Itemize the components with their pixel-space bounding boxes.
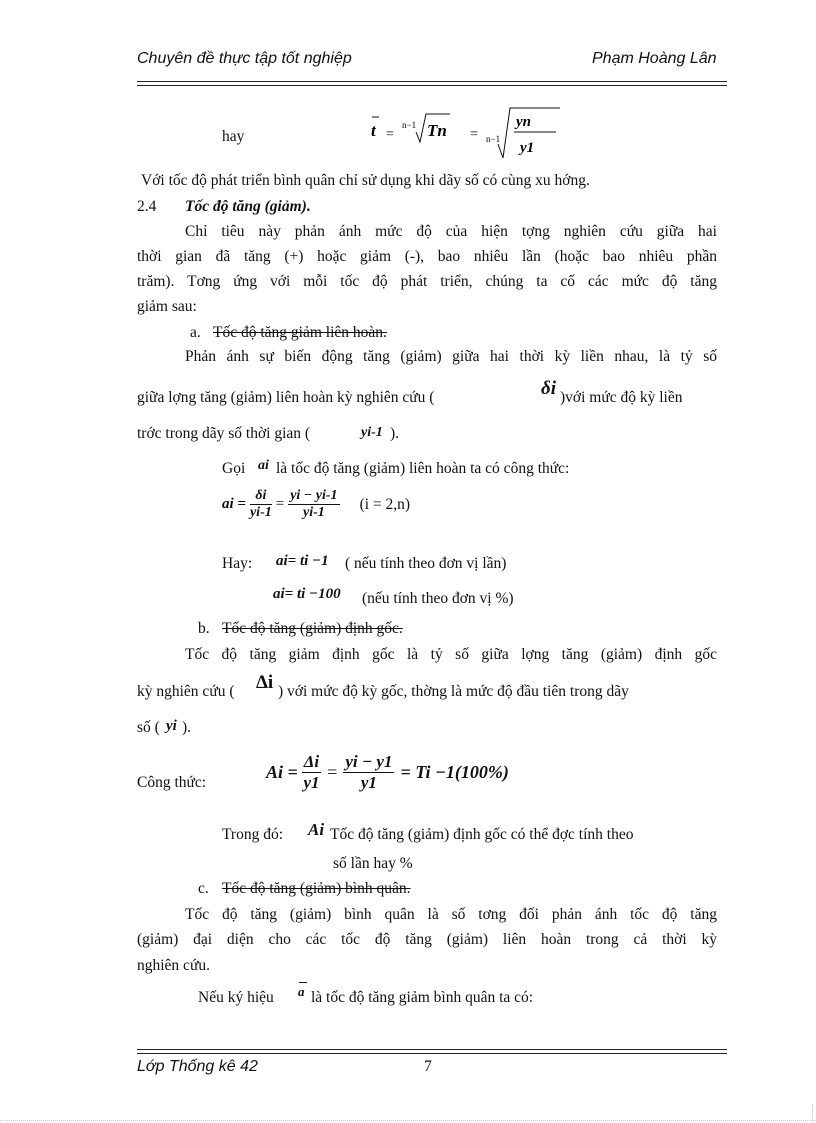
last-a: Nếu ký hiệu	[198, 989, 274, 1006]
formula1-index1: n−1	[402, 120, 417, 130]
formula2-den1: yi-1	[249, 505, 272, 520]
para3-yi-symbol: yi	[166, 718, 177, 734]
para2-yi1-symbol: yi-1	[361, 425, 383, 440]
formula3	[266, 752, 509, 793]
header-rule-top	[137, 81, 727, 82]
trongdo-a: Trong đó:	[222, 826, 284, 843]
trongdo-b: Tốc độ tăng (giảm) định gốc có thể đợc tính theo	[330, 826, 634, 843]
hay1-expr: ai= ti −1	[276, 553, 329, 569]
para2-line1: Phản ánh sự biến động tăng (giảm) giữa hai thời kỳ liền nhau, là tỷ số	[185, 348, 717, 365]
sub-c-title: Tốc độ tăng (giảm) bình quân.	[222, 880, 411, 897]
formula3-label: Công thức:	[137, 774, 207, 791]
formula3-rhs: = Ti −1(100%)	[400, 762, 509, 782]
para1-line3: trăm). Tơng ứng với mỗi tốc độ phát triển, chúng ta cố các mức độ tăng	[137, 273, 717, 290]
para3-line3-a: số (	[137, 719, 160, 736]
trongdo-symbol: Ai	[308, 820, 325, 839]
last-b: là tốc độ tăng giảm bình quân ta có:	[311, 989, 534, 1006]
formula3-lhs: Ai =	[266, 762, 298, 782]
formula2-num1: δi	[250, 488, 272, 505]
para4-line2: (giảm) đại diện cho các tốc độ tăng (giảm) liên hoàn trong cả thời kỳ	[137, 931, 717, 948]
page-edge-dotted	[0, 1120, 816, 1121]
formula3-eq: =	[327, 762, 338, 782]
para2-delta-symbol: δi	[541, 378, 557, 399]
formula1-prefix: hay	[222, 128, 245, 145]
hay1-label: Hay:	[222, 555, 253, 572]
section-number: 2.4	[137, 198, 157, 215]
sub-c-label: c.	[198, 880, 209, 897]
formula3-frac1	[302, 752, 321, 793]
para2-line2-b: )với mức độ kỳ liền	[560, 389, 683, 406]
sub-a-label: a.	[190, 324, 201, 341]
formula2-num2: yi − yi-1	[290, 488, 338, 503]
formula1	[370, 106, 570, 158]
last-symbol-wrap	[298, 982, 307, 1001]
page-number: 7	[424, 1058, 432, 1075]
goi-symbol: ai	[258, 458, 269, 473]
sub-a-title: Tốc độ tăng giảm liên hoàn.	[213, 324, 387, 341]
formula1-Tn: Tn	[427, 121, 447, 140]
para1-line2: thời gian đã tăng (+) hoặc giảm (-), bao nhiêu lần (hoặc bao nhiêu phần	[137, 248, 717, 265]
header-right: Phạm Hoàng Lân	[592, 50, 717, 67]
formula3-den1: y1	[303, 773, 320, 792]
para4-line1: Tốc độ tăng (giảm) bình quân là số tơng đối phản ánh tốc độ tăng	[185, 906, 717, 923]
last-symbol: a	[298, 984, 305, 999]
formula1-den: y1	[520, 140, 535, 156]
para1-line4: giảm sau:	[137, 298, 197, 315]
formula2-lhs: ai =	[222, 496, 246, 512]
formula3-num2: yi − y1	[345, 752, 393, 771]
hay2-expr: ai= ti −100	[273, 586, 341, 602]
para4-line3: nghiên cứu.	[137, 957, 210, 974]
formula3-num1: Δi	[303, 752, 320, 771]
hay2-note: (nếu tính theo đơn vị %)	[362, 590, 514, 607]
para2-line2-a: giữa lợng tăng (giảm) liên hoàn kỳ nghiên cứu (	[137, 389, 435, 406]
goi-b: là tốc độ tăng (giảm) liên hoàn ta có công thức:	[276, 460, 570, 477]
para3-line3-b: ).	[182, 719, 192, 736]
header-left: Chuyên đề thực tập tốt nghiệp	[137, 50, 352, 67]
para3-line2-a: kỳ nghiên cứu (	[137, 683, 235, 700]
formula1-eq2: =	[470, 127, 478, 142]
formula1-index2: n−1	[486, 134, 501, 144]
para1-line1: Chỉ tiêu này phản ánh mức độ của hiện tợng nghiên cứu giữa hai	[185, 223, 717, 240]
header-rule-bottom	[137, 85, 727, 86]
section-title: Tốc độ tăng (giảm).	[185, 198, 311, 215]
formula2-frac1	[250, 488, 272, 521]
last-symbol-bar	[299, 982, 307, 983]
para3-delta-symbol: Δi	[256, 672, 274, 693]
formula1-eq1: =	[386, 127, 394, 142]
formula1-num: yn	[516, 114, 531, 130]
para2-line3-a: trớc trong dãy số thời gian (	[137, 425, 311, 442]
page-edge-vertical	[812, 1104, 813, 1122]
footer-left: Lớp Thống kê 42	[137, 1058, 258, 1075]
footer-rule-bottom	[137, 1053, 727, 1054]
para2-line3-b: ).	[390, 425, 400, 442]
formula2-condition: (i = 2,n)	[359, 495, 411, 513]
sub-b-label: b.	[198, 620, 210, 637]
formula2	[222, 488, 410, 521]
trongdo-line2: số lần hay %	[333, 855, 413, 872]
footer-rule-top	[137, 1049, 727, 1050]
formula3-frac2	[343, 752, 394, 793]
formula2-frac2	[288, 488, 339, 521]
hay1-note: ( nếu tính theo đơn vị lần)	[345, 555, 507, 572]
formula1-svg	[370, 106, 570, 160]
para3-line1: Tốc độ tăng giảm định gốc là tỷ số giữa lợng tăng (giảm) định gốc	[185, 646, 717, 663]
formula2-den2: yi-1	[303, 505, 325, 520]
goi-a: Gọi	[222, 460, 246, 477]
formula3-den2: y1	[360, 773, 377, 792]
para3-line2-b: ) với mức độ kỳ gốc, thờng là mức độ đầu tiên trong dãy	[278, 683, 629, 700]
line-average-note: Với tốc độ phát triển bình quân chỉ sử dụng khi dãy số có cùng xu hớng.	[141, 172, 590, 189]
formula2-eq: =	[275, 496, 285, 512]
sub-b-title: Tốc độ tăng (giảm) định gốc.	[222, 620, 403, 637]
formula1-t: t	[371, 121, 376, 140]
